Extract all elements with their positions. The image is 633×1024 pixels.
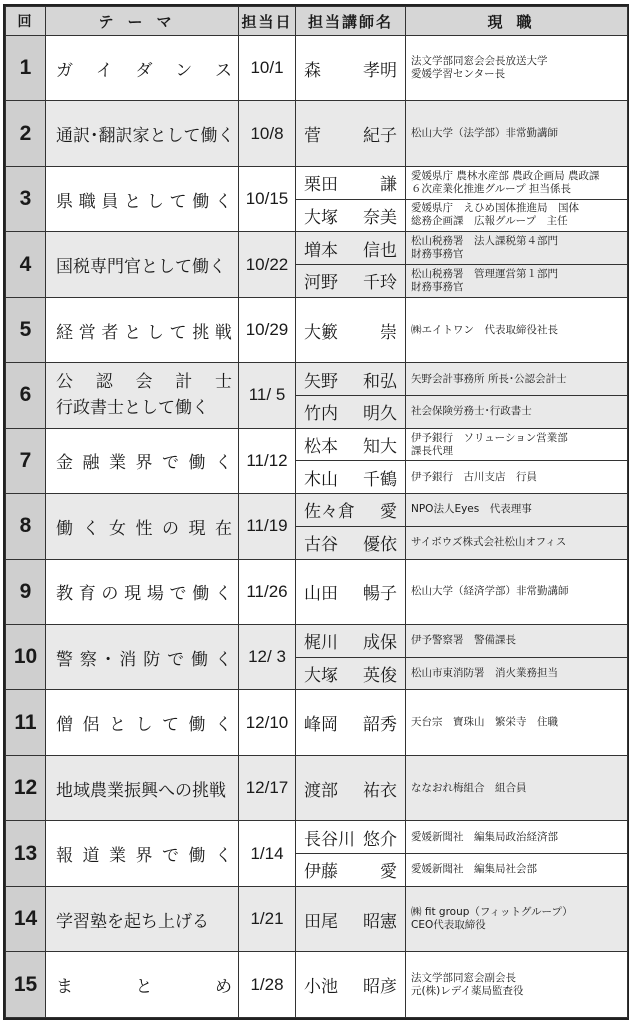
session-number: 3 — [6, 166, 46, 231]
speaker-name — [296, 199, 406, 232]
speaker-name — [296, 461, 406, 494]
speaker-name — [296, 657, 406, 690]
session-date: 12/17 — [239, 755, 296, 820]
position-line: 愛媛県庁 農林水産部 農政企画局 農政課 — [411, 169, 600, 182]
header-theme: テーマ — [46, 7, 239, 36]
session-date: 11/19 — [239, 494, 296, 559]
session-theme — [46, 101, 239, 166]
speaker-given-name: 悠介 — [363, 829, 397, 850]
position-line: 財務事務官 — [411, 248, 464, 261]
speaker-family-name: 小池 — [304, 977, 338, 998]
speaker-position — [406, 265, 628, 298]
speaker-position — [406, 625, 628, 658]
speaker-given-name: 昭彦 — [363, 977, 397, 998]
session-number: 13 — [6, 821, 46, 886]
table-row — [6, 559, 628, 624]
theme-text: 学習塾を起ち上げる — [56, 911, 209, 932]
header-date: 担当日 — [239, 7, 296, 36]
position-line: 愛媛県庁 えひめ国体推進局 国体 — [411, 202, 579, 215]
session-theme — [46, 494, 239, 559]
speaker-family-name: 田尾 — [304, 911, 338, 932]
table-row — [6, 952, 628, 1018]
speaker-given-name: 成保 — [363, 633, 397, 654]
position-line: 総務企画課 広報グループ 主任 — [411, 215, 568, 228]
speaker-position — [406, 559, 628, 624]
speaker-given-name: 愛 — [380, 502, 397, 523]
speaker-name — [296, 297, 406, 362]
session-date: 11/ 5 — [239, 363, 296, 428]
session-theme — [46, 232, 239, 297]
speaker-position — [406, 232, 628, 265]
table-row — [6, 625, 628, 658]
speaker-position — [406, 886, 628, 951]
session-theme — [46, 625, 239, 690]
speaker-name — [296, 166, 406, 199]
theme-text: 金 融 業 界 で 働 く — [56, 453, 232, 474]
theme-text: 県 職 員 と し て 働 く — [56, 191, 232, 212]
speaker-given-name: 明久 — [363, 404, 397, 425]
speaker-position — [406, 952, 628, 1018]
session-number: 1 — [6, 36, 46, 101]
speaker-position — [406, 461, 628, 494]
speaker-family-name: 竹内 — [304, 404, 338, 425]
speaker-family-name: 増本 — [304, 240, 338, 261]
speaker-given-name: 優依 — [363, 535, 397, 556]
table-row — [6, 101, 628, 166]
position-line: 矢野会計事務所 所長･公認会計士 — [411, 372, 567, 385]
position-line: 愛媛学習センター長 — [411, 68, 506, 81]
theme-text: 国税専門官として働く — [56, 257, 226, 278]
position-line: CEO代表取締役 — [411, 919, 486, 931]
theme-text: 僧 侶 と し て 働 く — [56, 715, 232, 736]
speaker-position — [406, 101, 628, 166]
speaker-name — [296, 363, 406, 396]
speaker-given-name: 知大 — [363, 437, 397, 458]
session-date: 12/ 3 — [239, 625, 296, 690]
session-theme — [46, 821, 239, 886]
speaker-name — [296, 690, 406, 755]
speaker-family-name: 山田 — [304, 584, 338, 605]
session-date: 10/22 — [239, 232, 296, 297]
session-theme — [46, 363, 239, 428]
speaker-position — [406, 428, 628, 461]
speaker-given-name: 謙 — [380, 175, 397, 196]
speaker-given-name: 暢子 — [363, 584, 397, 605]
speaker-given-name: 千鶴 — [363, 469, 397, 490]
session-theme — [46, 952, 239, 1018]
position-line: 財務事務官 — [411, 280, 464, 293]
session-date: 11/26 — [239, 559, 296, 624]
position-line: 伊予銀行 ソリューション営業部 — [411, 431, 568, 444]
session-number: 7 — [6, 428, 46, 493]
position-line: 松山大学（経済学部）非常勤講師 — [411, 585, 569, 598]
theme-text: 働 く 女 性 の 現 在 — [56, 518, 232, 539]
position-line: 愛媛新聞社 編集局社会部 — [411, 863, 537, 876]
position-line: ななおれ梅組合 組合員 — [411, 781, 527, 794]
position-line: 課長代理 — [411, 444, 453, 457]
theme-text: 経 営 者 と し て 挑 戦 — [56, 322, 232, 343]
theme-line-1: 公 認 会 計 士 — [56, 372, 232, 393]
speaker-family-name: 矢野 — [304, 371, 338, 392]
speaker-family-name: 森 — [304, 60, 321, 81]
session-theme — [46, 755, 239, 820]
position-line: NPO法人Eyes 代表理事 — [411, 503, 532, 516]
theme-text: 地域農業振興への挑戦 — [56, 780, 226, 801]
speaker-position — [406, 36, 628, 101]
table-row — [6, 821, 628, 854]
table-row — [6, 363, 628, 396]
position-line: 社会保険労務士･行政書士 — [411, 405, 532, 418]
session-number: 8 — [6, 494, 46, 559]
speaker-name — [296, 886, 406, 951]
header-speaker: 担当講師名 — [296, 7, 406, 36]
position-line: 松山税務署 法人課税第４部門 — [411, 235, 558, 248]
speaker-name — [296, 265, 406, 298]
speaker-position — [406, 494, 628, 527]
session-number: 6 — [6, 363, 46, 428]
session-theme — [46, 690, 239, 755]
speaker-family-name: 渡部 — [304, 780, 338, 801]
session-date: 10/29 — [239, 297, 296, 362]
session-number: 2 — [6, 101, 46, 166]
session-number: 4 — [6, 232, 46, 297]
speaker-family-name: 梶川 — [304, 633, 338, 654]
speaker-position — [406, 526, 628, 559]
header-row — [6, 7, 628, 36]
speaker-family-name: 伊藤 — [304, 862, 338, 883]
schedule-body — [6, 36, 628, 1018]
speaker-position — [406, 297, 628, 362]
theme-text: ガ イ ダ ン ス — [56, 60, 232, 81]
position-line: 伊予銀行 古川支店 行員 — [411, 470, 537, 483]
table-row — [6, 297, 628, 362]
speaker-given-name: 祐衣 — [363, 780, 397, 801]
session-date: 1/28 — [239, 952, 296, 1018]
speaker-family-name: 大籔 — [304, 322, 338, 343]
speaker-family-name: 峰岡 — [304, 715, 338, 736]
session-number: 14 — [6, 886, 46, 951]
speaker-position — [406, 854, 628, 887]
session-theme — [46, 886, 239, 951]
speaker-given-name: 千玲 — [363, 273, 397, 294]
speaker-position — [406, 821, 628, 854]
session-number: 9 — [6, 559, 46, 624]
speaker-family-name: 菅 — [304, 126, 321, 147]
speaker-family-name: 河野 — [304, 273, 338, 294]
schedule-table — [5, 6, 628, 1018]
theme-text: 教 育 の 現 場 で 働 く — [56, 584, 232, 605]
speaker-family-name: 大塚 — [304, 666, 338, 687]
speaker-family-name: 長谷川 — [304, 829, 355, 850]
theme-text: 通訳･翻訳家として働く — [56, 126, 235, 147]
speaker-given-name: 孝明 — [363, 60, 397, 81]
session-theme — [46, 428, 239, 493]
table-row — [6, 886, 628, 951]
lecture-schedule — [3, 4, 629, 1020]
speaker-given-name: 崇 — [380, 322, 397, 343]
position-line: ㈱エイトワン 代表取締役社長 — [411, 323, 558, 336]
theme-text: ま と め — [56, 977, 232, 998]
speaker-family-name: 大塚 — [304, 207, 338, 228]
position-line: ６次産業化推進グループ 担当係長 — [411, 182, 571, 195]
speaker-name — [296, 952, 406, 1018]
speaker-family-name: 松本 — [304, 437, 338, 458]
table-row — [6, 494, 628, 527]
speaker-given-name: 英俊 — [363, 666, 397, 687]
speaker-name — [296, 559, 406, 624]
position-line: 伊予警察署 警備課長 — [411, 634, 516, 647]
session-date: 1/14 — [239, 821, 296, 886]
speaker-name — [296, 428, 406, 461]
session-theme — [46, 297, 239, 362]
speaker-position — [406, 166, 628, 199]
header-post: 現職 — [406, 7, 628, 36]
speaker-family-name: 古谷 — [304, 535, 338, 556]
position-line: ㈱ fit group（フィットグループ） — [411, 906, 573, 918]
theme-text: 警 察 ･ 消 防 で 働 く — [56, 649, 232, 670]
speaker-position — [406, 363, 628, 396]
session-theme — [46, 36, 239, 101]
table-row — [6, 166, 628, 199]
session-theme — [46, 559, 239, 624]
position-line: 松山税務署 管理運営第１部門 — [411, 267, 558, 280]
speaker-name — [296, 854, 406, 887]
position-line: 松山市東消防署 消火業務担当 — [411, 667, 558, 680]
speaker-position — [406, 395, 628, 428]
table-row — [6, 755, 628, 820]
session-date: 10/8 — [239, 101, 296, 166]
session-date: 10/1 — [239, 36, 296, 101]
session-date: 11/12 — [239, 428, 296, 493]
speaker-position — [406, 657, 628, 690]
table-row — [6, 36, 628, 101]
speaker-name — [296, 101, 406, 166]
speaker-given-name: 愛 — [380, 862, 397, 883]
speaker-name — [296, 625, 406, 658]
session-date: 10/15 — [239, 166, 296, 231]
speaker-given-name: 信也 — [363, 240, 397, 261]
speaker-given-name: 昭憲 — [363, 911, 397, 932]
speaker-name — [296, 494, 406, 527]
speaker-given-name: 韶秀 — [363, 715, 397, 736]
speaker-given-name: 奈美 — [363, 207, 397, 228]
position-line: 法文学部同窓会副会長 — [411, 971, 516, 984]
table-row — [6, 232, 628, 265]
speaker-position — [406, 199, 628, 232]
speaker-family-name: 木山 — [304, 469, 338, 490]
speaker-name — [296, 395, 406, 428]
speaker-name — [296, 821, 406, 854]
speaker-family-name: 栗田 — [304, 175, 338, 196]
table-row — [6, 690, 628, 755]
session-number: 12 — [6, 755, 46, 820]
position-line: サイボウズ株式会社松山オフィス — [411, 536, 567, 549]
position-line: 法文学部同窓会会長放送大学 — [411, 55, 548, 68]
table-row — [6, 428, 628, 461]
session-number: 5 — [6, 297, 46, 362]
theme-line-2: 行政書士として働く — [56, 398, 209, 419]
session-number: 15 — [6, 952, 46, 1018]
header-no: 回 — [6, 7, 46, 36]
position-line: 松山大学（法学部）非常勤講師 — [411, 127, 558, 140]
speaker-given-name: 紀子 — [363, 126, 397, 147]
session-number: 10 — [6, 625, 46, 690]
position-line: 元(株)レデイ薬局監査役 — [411, 984, 524, 997]
speaker-name — [296, 526, 406, 559]
session-date: 12/10 — [239, 690, 296, 755]
speaker-family-name: 佐々倉 — [304, 502, 355, 523]
speaker-name — [296, 232, 406, 265]
speaker-position — [406, 690, 628, 755]
position-line: 愛媛新聞社 編集局政治経済部 — [411, 830, 558, 843]
session-theme — [46, 166, 239, 231]
speaker-name — [296, 755, 406, 820]
position-line: 天台宗 寶珠山 繁栄寺 住職 — [411, 716, 558, 729]
session-date: 1/21 — [239, 886, 296, 951]
speaker-name — [296, 36, 406, 101]
session-number: 11 — [6, 690, 46, 755]
theme-text: 報 道 業 界 で 働 く — [56, 846, 232, 867]
speaker-position — [406, 755, 628, 820]
speaker-given-name: 和弘 — [363, 371, 397, 392]
